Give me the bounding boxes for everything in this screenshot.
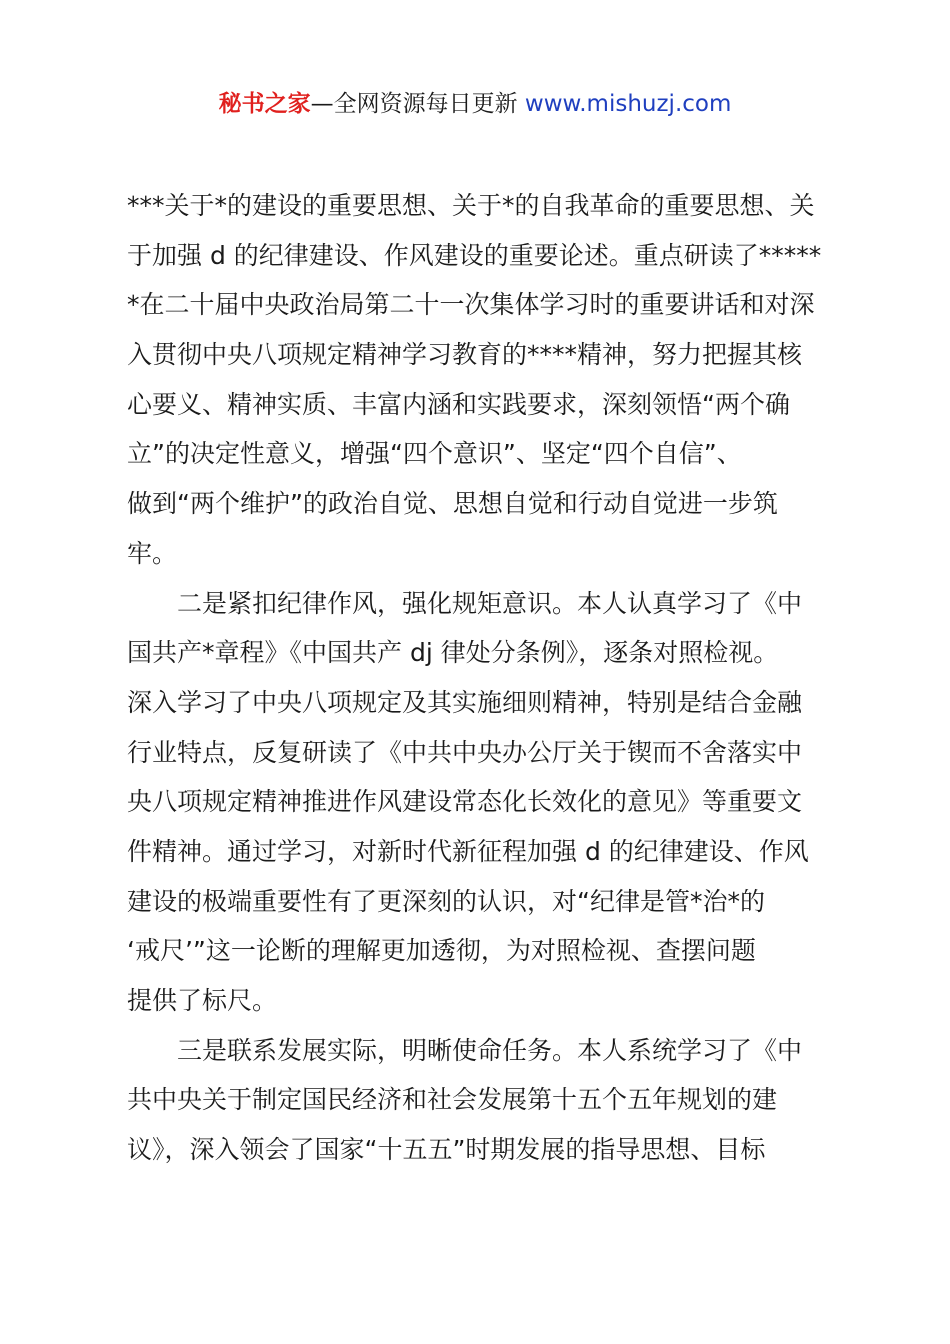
header-tagline: —全网资源每日更新: [310, 91, 518, 117]
body-line: 议》，深入领会了国家“十五五”时期发展的指导思想、目标: [127, 1135, 766, 1165]
document-body: [127, 181, 833, 1175]
body-line: 建设的极端重要性有了更深刻的认识，对“纪律是管*治*的: [127, 886, 765, 916]
body-line: 牢。: [127, 538, 178, 568]
body-line: ‘戒尺’”这一论断的理解更加透彻，为对照检视、查摆问题: [127, 936, 756, 966]
body-line: ***关于*的建设的重要思想、关于*的自我革命的重要思想、关: [127, 191, 815, 220]
paragraph-3-start: 三是联系发展实际，明晰使命任务。本人系统学习了《中: [127, 1035, 803, 1065]
body-line: 国共产*章程》《中国共产 dj 律处分条例》，逐条对照检视。: [127, 638, 779, 668]
body-line: 深入学习了中央八项规定及其实施细则精神，特别是结合金融: [127, 687, 803, 717]
body-line: 心要义、精神实质、丰富内涵和实践要求，深刻领悟“两个确: [127, 389, 790, 419]
body-line: 央八项规定精神推进作风建设常态化长效化的意见》等重要文: [127, 787, 803, 817]
body-line: 立”的决定性意义，增强“四个意识”、坚定“四个自信”、: [127, 439, 742, 469]
brand-name: 秘书之家: [218, 91, 311, 117]
site-url-link[interactable]: www.mishuzj.com: [524, 91, 732, 117]
body-line: 共中央关于制定国民经济和社会发展第十五个五年规划的建: [127, 1085, 778, 1115]
body-line: 做到“两个维护”的政治自觉、思想自觉和行动自觉进一步筑: [127, 489, 778, 519]
body-line: 于加强 d 的纪律建设、作风建设的重要论述。重点研读了*****: [127, 240, 822, 270]
paragraph-2-start: 二是紧扣纪律作风，强化规矩意识。本人认真学习了《中: [127, 588, 803, 618]
body-line: 入贯彻中央八项规定精神学习教育的****精神，努力把握其核: [127, 340, 803, 370]
page-header: [0, 88, 950, 120]
body-line: 提供了标尺。: [127, 986, 278, 1015]
body-line: 行业特点，反复研读了《中共中央办公厅关于锲而不舍落实中: [127, 737, 803, 767]
body-line: *在二十届中央政治局第二十一次集体学习时的重要讲话和对深: [127, 290, 815, 320]
body-line: 件精神。通过学习，对新时代新征程加强 d 的纪律建设、作风: [127, 836, 809, 866]
